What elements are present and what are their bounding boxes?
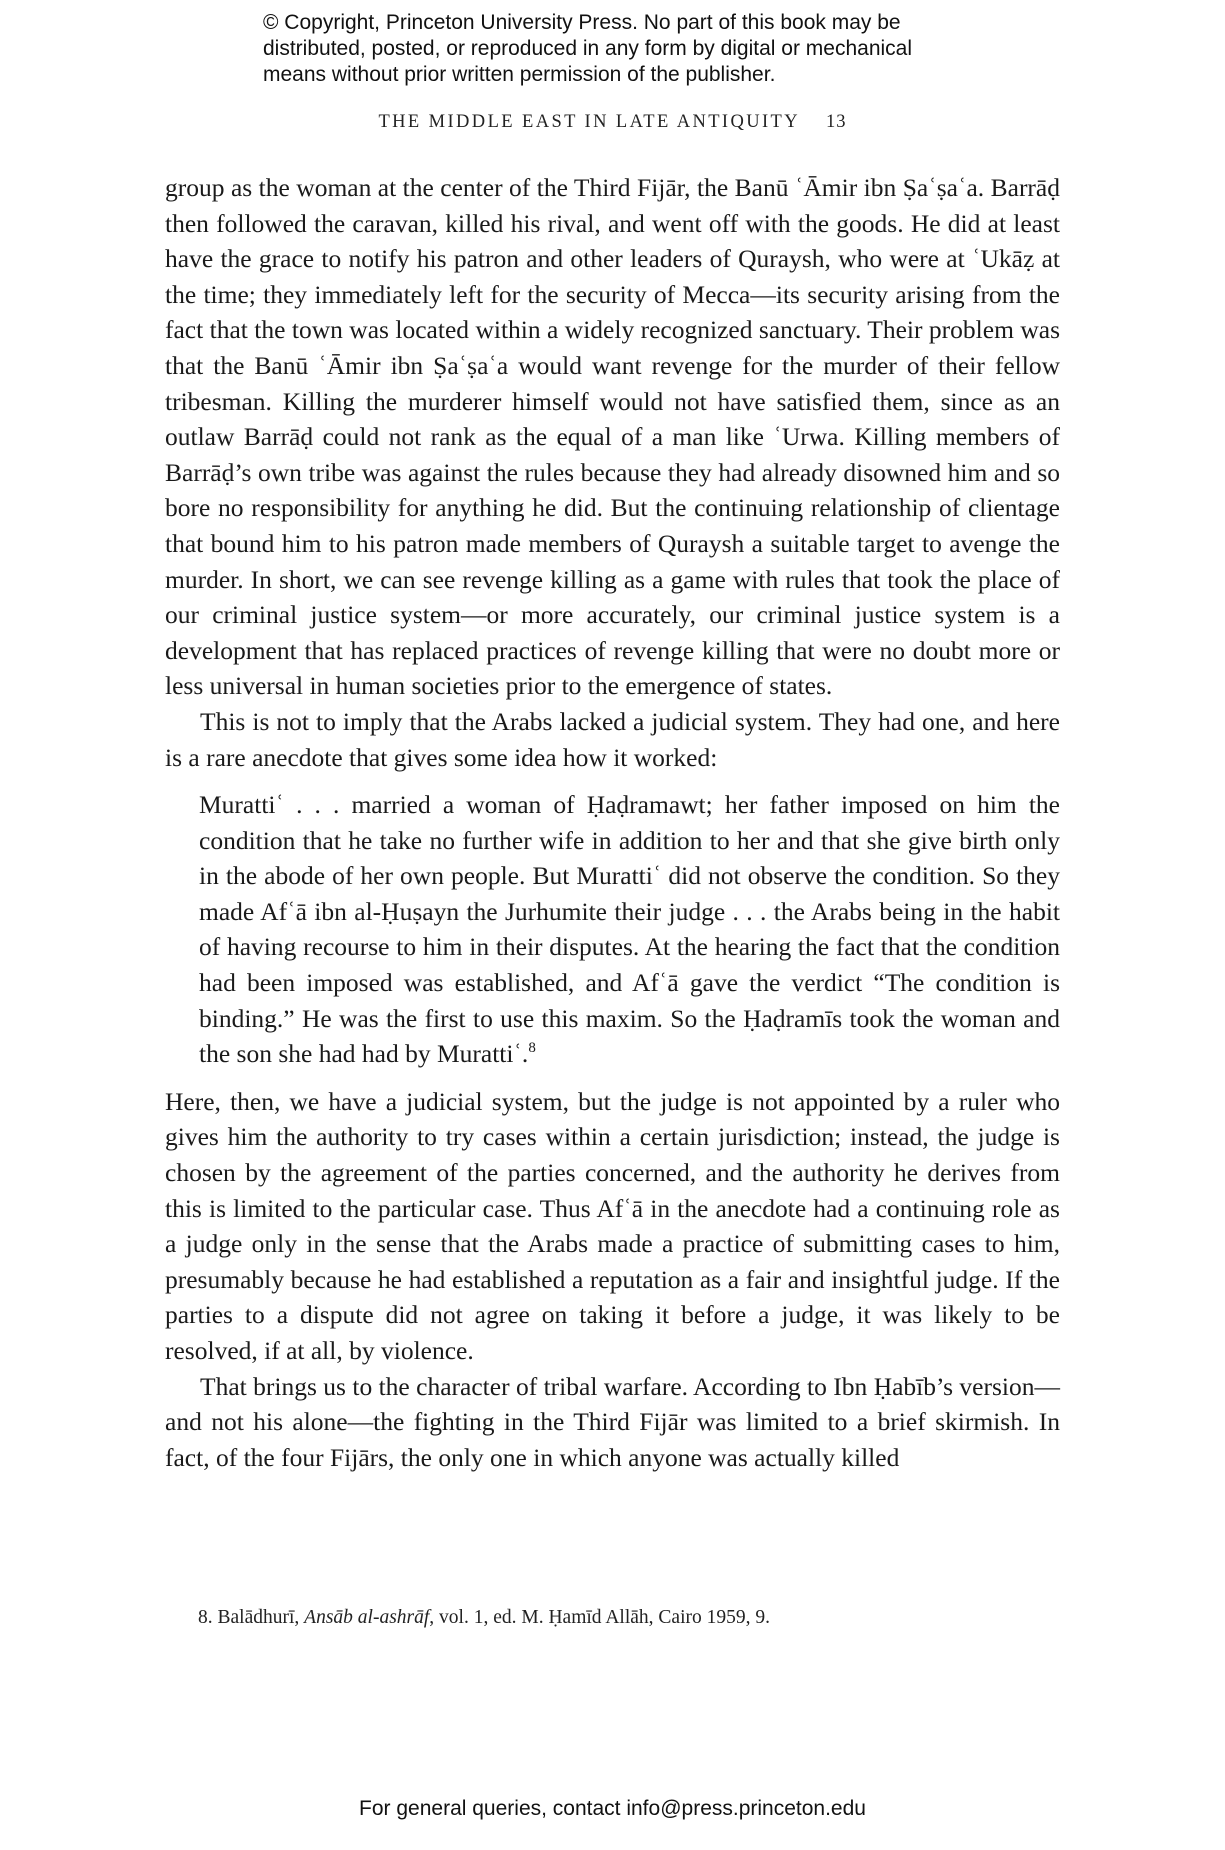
copyright-notice	[263, 10, 1023, 88]
footnote	[198, 1605, 1058, 1631]
body-text	[165, 170, 1060, 1475]
footnote-citation: , vol. 1, ed. M. Ḥamīd Allāh, Cairo 1959, 9.	[429, 1607, 770, 1628]
footer-contact: For general queries, contact info@press.princeton.edu	[359, 1797, 866, 1820]
footnote-reference[interactable]: 8	[528, 1040, 536, 1057]
footnote-number: 8.	[198, 1607, 213, 1628]
running-head	[0, 112, 1225, 133]
footnote-title: Ansāb al-ashrāf	[304, 1607, 430, 1628]
paragraph-4: That brings us to the character of tribal warfare. According to Ibn Ḥabīb’s version—and not his alone—the fighting in the Third Fijār was limited to a brief skirmish. In fact, of the four Fijārs, the only one in which anyone was actually killed	[165, 1371, 1060, 1472]
paragraph-1: group as the woman at the center of the Third Fijār, the Banū ʿĀmir ibn Ṣaʿṣaʿa. Barrāḍ then followed the caravan, killed his rival, and went off with the goods. He did at least have the grace to notify his patron and other leaders of Quraysh, who were at ʿUkāẓ at the time; they immediately left for the security of Mecca—its security arising from the fact that the town was located within a widely recognized sanctuary. Their problem was that the Banū ʿĀmir ibn Ṣaʿṣaʿa would want revenge for the murder of their fellow tribesman. Killing the murderer himself would not have satisfied them, since as an outlaw Barrāḍ could not rank as the equal of a man like ʿUrwa. Killing members of Barrāḍ’s own tribe was against the rules because they had already disowned him and so bore no responsibility for anything he did. But the continuing relationship of clientage that bound him to his patron made members of Quraysh a suitable target to avenge the murder. In short, we can see revenge killing as a game with rules that took the place of our criminal justice system—or more accurately, our criminal justice system is a development that has replaced practices of revenge killing that were no doubt more or less universal in human societies prior to the emergence of states.	[165, 173, 1060, 701]
block-quote-text: Murattiʿ . . . married a woman of Ḥaḍramawt; her father imposed on him the condition that he take no further wife in addition to her and that she give birth only in the abode of her own people. But Murattiʿ did not observe the condition. So they made Afʿā ibn al-Ḥuṣayn the Jurhumite their judge . . . the Arabs being in the habit of having recourse to him in their disputes. At the hearing the fact that the condition had been imposed was established, and Afʿā gave the verdict “The condition is binding.” He was the first to use this maxim. So the Ḥaḍramīs took the woman and the son she had had by Murattiʿ.	[199, 790, 1060, 1069]
copyright-line-1: © Copyright, Princeton University Press. No part of this book may be	[263, 11, 901, 34]
copyright-line-3: means without prior written permission of the publisher.	[263, 63, 776, 86]
block-quote	[199, 787, 1060, 1072]
paragraph-2: This is not to imply that the Arabs lacked a judicial system. They had one, and here is a rare anecdote that gives some idea how it worked:	[165, 706, 1060, 772]
running-head-title: THE MIDDLE EAST IN LATE ANTIQUITY	[378, 112, 801, 132]
paragraph-3: Here, then, we have a judicial system, but the judge is not appointed by a ruler who gives him the authority to try cases within a certain jurisdiction; instead, the judge is chosen by the agreement of the parties concerned, and the authority he derives from this is limited to the particular case. Thus Afʿā in the anecdote had a continuing role as a judge only in the sense that the Arabs made a practice of submitting cases to him, presumably because he had established a reputation as a fair and insightful judge. If the parties to a dispute did not agree on taking it before a judge, it was likely to be resolved, if at all, by violence.	[165, 1086, 1060, 1365]
page-number: 13	[826, 112, 847, 132]
copyright-line-2: distributed, posted, or reproduced in any form by digital or mechanical	[263, 37, 913, 60]
footnote-author: Balādhurī,	[217, 1607, 300, 1628]
